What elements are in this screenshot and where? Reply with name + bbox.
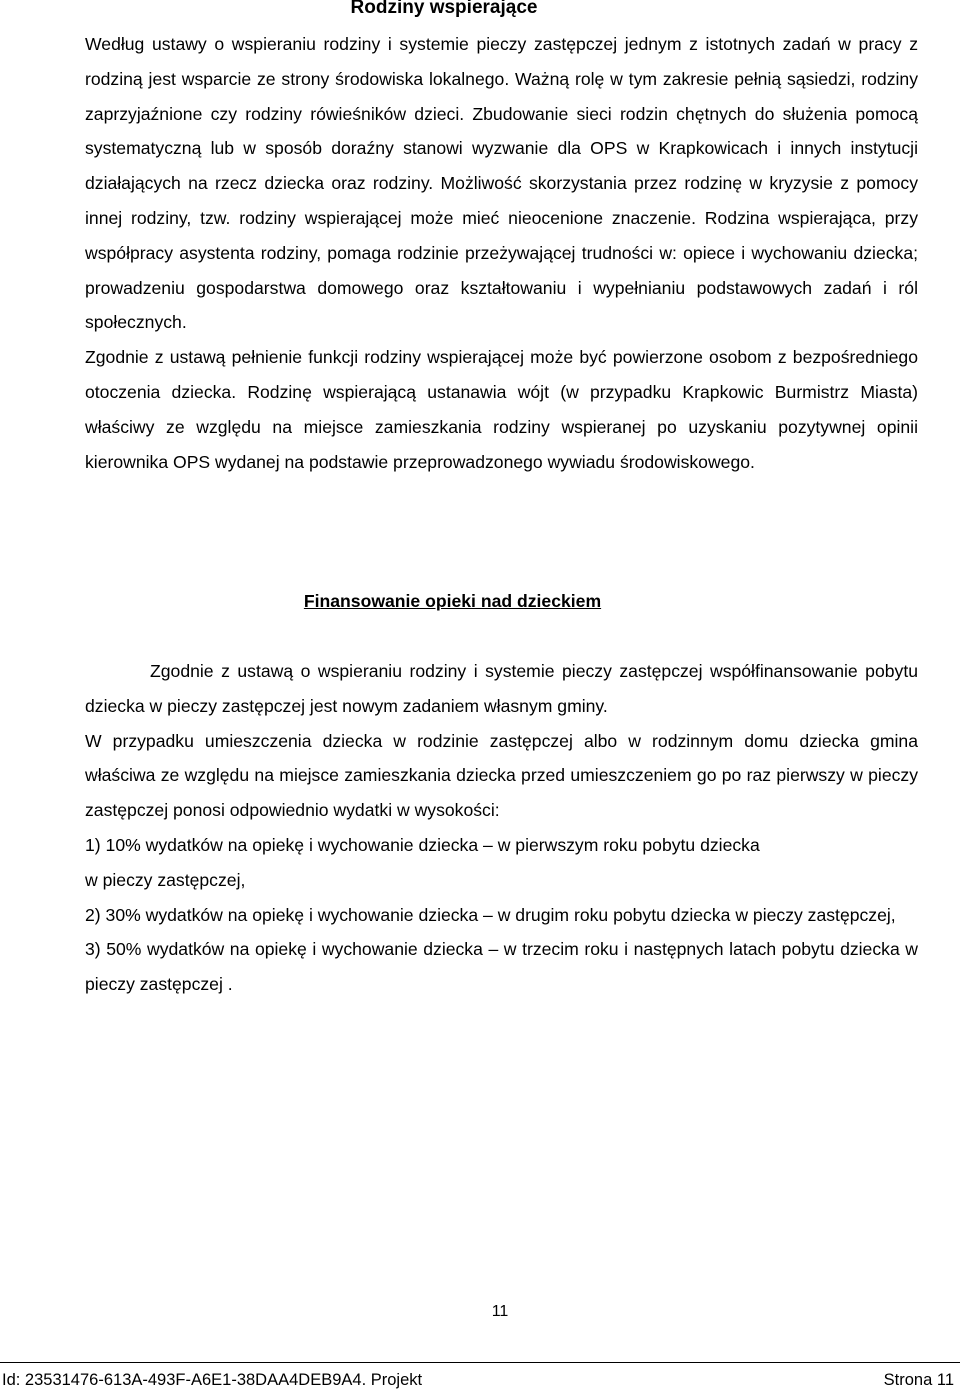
list-item: 3) 50% wydatków na opiekę i wychowanie dziecka – w trzecim roku i następnych latach pobytu dziecka w pieczy zastępczej .	[85, 939, 918, 995]
list-item-continuation: w pieczy zastępczej,	[85, 869, 246, 890]
footer-page-label: Strona 11	[883, 1371, 954, 1389]
footer-divider	[0, 1362, 960, 1363]
list-item: 2) 30% wydatków na opiekę i wychowanie dziecka – w drugim roku pobytu dziecka w pieczy zastępczej,	[85, 904, 896, 925]
page-number: 11	[491, 1303, 509, 1320]
section-supporting-families-body	[85, 27, 918, 479]
section-financing-body	[85, 654, 918, 1002]
paragraph: Zgodnie z ustawą o wspieraniu rodziny i systemie pieczy zastępczej współfinansowanie pobytu dziecka w pieczy zastępczej jest nowym zadaniem własnym gminy.	[85, 661, 918, 716]
section-title-supporting-families: Rodziny wspierające	[350, 0, 538, 18]
paragraph: Według ustawy o wspieraniu rodziny i systemie pieczy zastępczej jednym z istotnych zadań w pracy z rodziną jest wsparcie ze strony środowiska lokalnego. Ważną rolę w tym zakresie pełnią sąsiedzi, rodziny zaprzyjaźnione czy rodziny rówieśników dzieci. Zbudowanie sieci rodzin chętnych do służenia pomocą systematyczną lub w sposób doraźny stanowi wyzwanie dla OPS w Krapkowicach i innych instytucji działających na rzecz dziecka oraz rodziny. Możliwość skorzystania przez rodzinę w kryzysie z pomocy innej rodziny, tzw. rodziny wspierającej może mieć nieocenione znaczenie. Rodzina wspierająca, przy współpracy asystenta rodziny, pomaga rodzinie przeżywającej trudności w: opiece i wychowaniu dziecka; prowadzeniu gospodarstwa domowego oraz kształtowaniu i wypełnianiu podstawowych zadań i ról społecznych.	[85, 34, 918, 333]
section-title-financing: Finansowanie opieki nad dzieckiem	[303, 591, 602, 611]
list-item: 1) 10% wydatków na opiekę i wychowanie dziecka – w pierwszym roku pobytu dziecka	[85, 834, 760, 855]
paragraph: W przypadku umieszczenia dziecka w rodzinie zastępczej albo w rodzinnym domu dziecka gmina właściwa ze względu na miejsce zamieszkania dziecka przed umieszczeniem go po raz pierwszy w pieczy zastępczej ponosi odpowiednio wydatki w wysokości:	[85, 730, 918, 821]
footer-document-id: Id: 23531476-613A-493F-A6E1-38DAA4DEB9A4. Projekt	[2, 1371, 423, 1389]
paragraph: Zgodnie z ustawą pełnienie funkcji rodziny wspierającej może być powierzone osobom z bezpośredniego otoczenia dziecka. Rodzinę wspierającą ustanawia wójt (w przypadku Krapkowic Burmistrz Miasta) właściwy ze względu na miejsce zamieszkania rodziny wspieranej po uzyskaniu pozytywnej opinii kierownika OPS wydanej na podstawie przeprowadzonego wywiadu środowiskowego.	[85, 347, 918, 472]
